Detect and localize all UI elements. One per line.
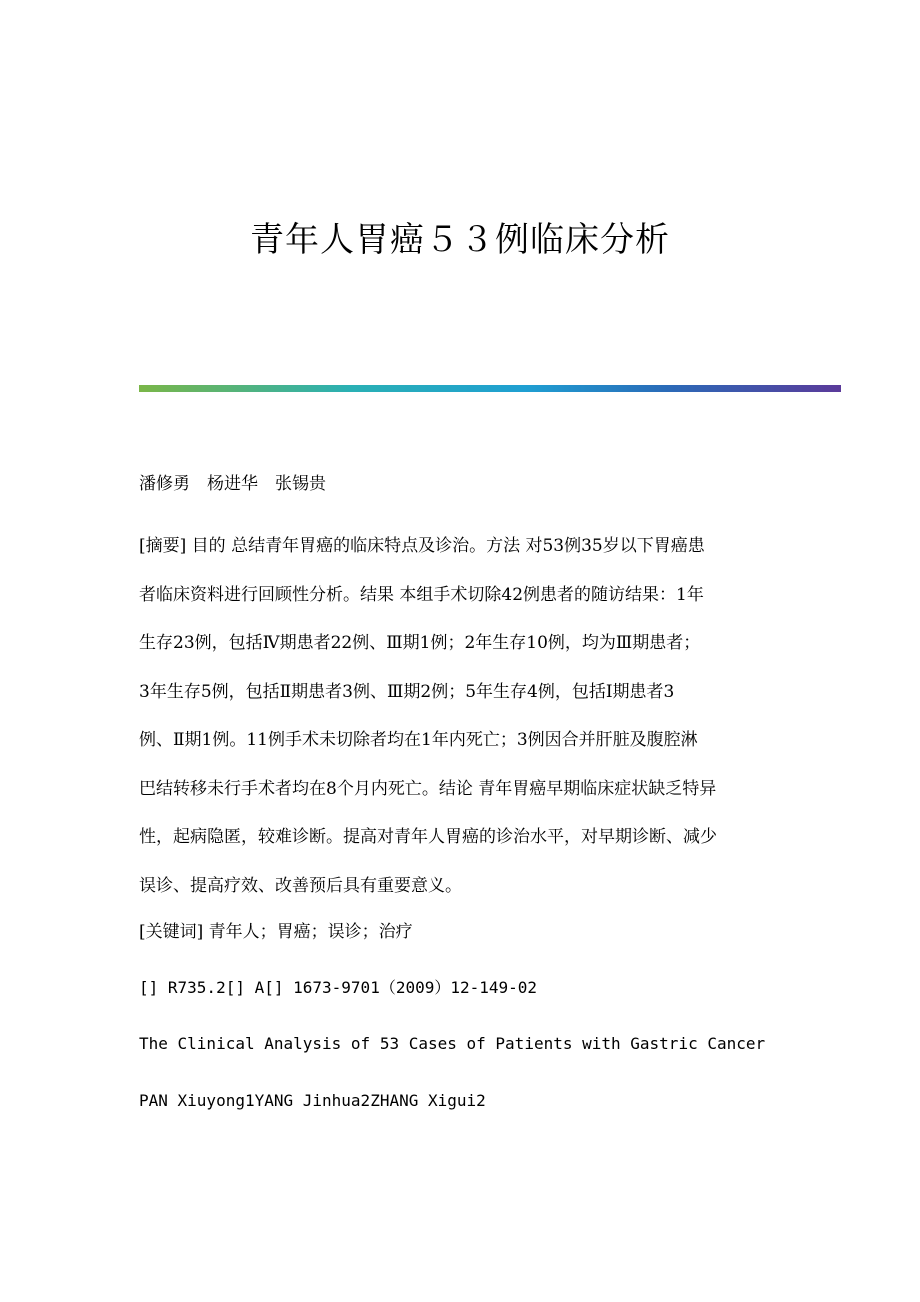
- abstract-line: 例、Ⅱ期1例。11例手术未切除者均在1年内死亡；3例因合并肝脏及腹腔淋: [139, 730, 698, 750]
- classification-line: [] R735.2[] A[] 1673-9701（2009）12-149-02: [139, 978, 538, 997]
- english-authors: PAN Xiuyong1YANG Jinhua2ZHANG Xigui2: [139, 1091, 486, 1110]
- author-list: 潘修勇 杨进华 张锡贵: [139, 474, 326, 494]
- abstract-line: [摘要] 目的 总结青年胃癌的临床特点及诊治。方法 对53例35岁以下胃癌患: [139, 536, 705, 556]
- abstract-line: 误诊、提高疗效、改善预后具有重要意义。: [139, 875, 462, 896]
- abstract-line: 3年生存5例，包括Ⅱ期患者3例、Ⅲ期2例；5年生存4例，包括Ⅰ期患者3: [139, 681, 675, 702]
- gradient-divider: [139, 385, 841, 392]
- keywords-line: [关键词] 青年人；胃癌；误诊；治疗: [139, 922, 413, 942]
- abstract-line: 生存23例，包括Ⅳ期患者22例、Ⅲ期1例；2年生存10例，均为Ⅲ期患者；: [139, 633, 701, 653]
- document-title: 青年人胃癌５３例临床分析: [250, 220, 670, 260]
- abstract-line: 者临床资料进行回顾性分析。结果 本组手术切除42例患者的随访结果：1年: [139, 584, 704, 605]
- english-title: The Clinical Analysis of 53 Cases of Patients with Gastric Cancer: [139, 1034, 766, 1053]
- abstract-paragraph: [139, 522, 789, 910]
- abstract-line: 巴结转移未行手术者均在8个月内死亡。结论 青年胃癌早期临床症状缺乏特异: [139, 778, 717, 799]
- abstract-line: 性，起病隐匿，较难诊断。提高对青年人胃癌的诊治水平，对早期诊断、减少: [139, 827, 717, 847]
